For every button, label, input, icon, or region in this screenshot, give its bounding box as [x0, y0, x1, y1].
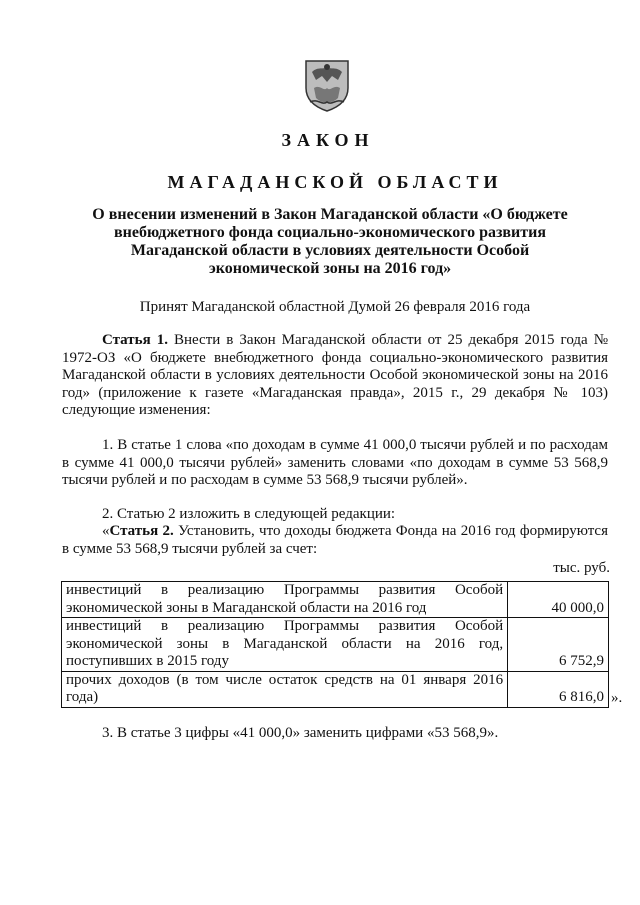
- table-cell-description: инвестиций в реализацию Программы развития Особой экономической зоны в Магаданской области на 2016 год: [62, 582, 508, 618]
- article-1-text: Внести в Закон Магаданской области от 25 декабря 2015 года № 1972-ОЗ «О бюджете внебюджетного фонда социально-экономического развития Магаданской области в условиях деятельности Особой экономической зоны на 2016 год» (приложение к газете «Магаданская правда», 2015 г., 29 декабря № 103) следующие изменения:: [62, 332, 609, 418]
- region-title: МАГАДАНСКОЙ ОБЛАСТИ: [167, 172, 503, 192]
- quote-close: ».: [611, 690, 623, 706]
- table-cell-description: прочих доходов (в том числе остаток средств на 01 января 2016 года): [62, 671, 508, 707]
- coat-of-arms-emblem: [302, 58, 352, 112]
- table-cell-amount: 6 752,9: [508, 618, 609, 672]
- article-1-label: Статья 1.: [102, 332, 168, 348]
- table-cell-amount: 6 816,0: [508, 671, 609, 707]
- revenue-table: [61, 581, 609, 708]
- article-1-paragraph: [62, 332, 608, 420]
- item-3-paragraph: 3. В статье 3 цифры «41 000,0» заменить цифрами «53 568,9».: [102, 725, 499, 741]
- article-2-label: Статья 2.: [109, 523, 174, 539]
- table-cell-description: инвестиций в реализацию Программы развития Особой экономической зоны в Магаданской области на 2016 год, поступивших в 2015 году: [62, 618, 508, 672]
- table-row: [62, 618, 609, 672]
- table-cell-amount: 40 000,0: [508, 582, 609, 618]
- item-2-intro: 2. Статью 2 изложить в следующей редакции:: [102, 506, 396, 522]
- article-2-text: Установить, что доходы бюджета Фонда на 2016 год формируются в сумме 53 568,9 тысячи рублей за счет:: [62, 523, 608, 557]
- law-title: ЗАКОН: [281, 130, 375, 150]
- item-1-paragraph: 1. В статье 1 слова «по доходам в сумме 41 000,0 тысячи рублей и по расходам в сумме 41 000,0 тысячи рублей» заменить словами «по доходам в сумме 53 568,9 тысячи рублей и по расходам в сумме 53 568,9 тысячи рублей».: [62, 437, 608, 488]
- adoption-line: Принят Магаданской областной Думой 26 февраля 2016 года: [139, 299, 531, 315]
- unit-label: тыс. руб.: [553, 560, 610, 576]
- law-subject: О внесении изменений в Закон Магаданской области «О бюджете внебюджетного фонда социально-экономического развития Магаданской области в условиях деятельности Особой экономической зоны на 2016 год»: [92, 206, 568, 277]
- table-row: [62, 671, 609, 707]
- table-row: [62, 582, 609, 618]
- quote-open: «: [102, 523, 110, 539]
- article-2-paragraph: [62, 523, 608, 558]
